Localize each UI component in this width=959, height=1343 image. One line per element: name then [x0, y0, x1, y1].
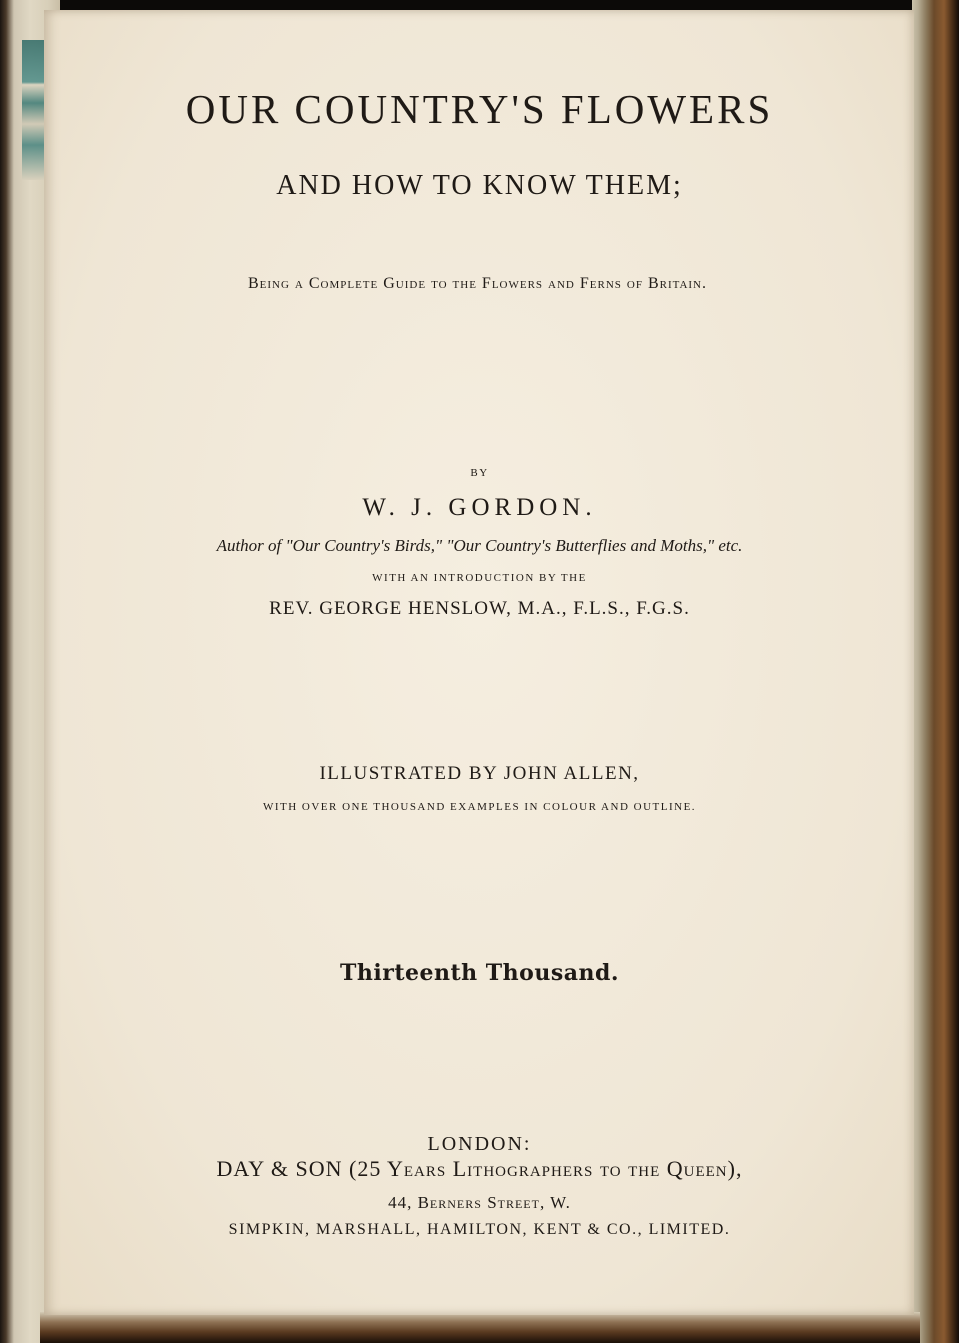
introduction-label: WITH AN INTRODUCTION BY THE	[372, 572, 587, 584]
publisher-address: 44, Berners Street, W.	[388, 1193, 571, 1212]
author-credits: Author of "Our Country's Birds," "Our Country's Butterflies and Moths," etc.	[216, 536, 743, 555]
title-page	[44, 10, 914, 1315]
co-publisher: SIMPKIN, MARSHALL, HAMILTON, KENT & CO., LIMITED.	[228, 1221, 731, 1238]
illustrator-line: ILLUSTRATED BY JOHN ALLEN,	[319, 763, 640, 784]
publisher-name: DAY & SON (25 Years Lithographers to the Queen),	[216, 1156, 743, 1181]
book-description: Being a Complete Guide to the Flowers and Ferns of Britain.	[247, 275, 708, 292]
author-name: W. J. GORDON.	[362, 494, 597, 521]
by-label: BY	[470, 467, 489, 479]
illustration-note: WITH OVER ONE THOUSAND EXAMPLES IN COLOUR AND OUTLINE.	[262, 801, 697, 813]
edition-note: Thirteenth Thousand.	[340, 960, 619, 986]
book-title: OUR COUNTRY'S FLOWERS	[185, 86, 774, 132]
introduction-author: REV. GEORGE HENSLOW, M.A., F.L.S., F.G.S.	[269, 598, 690, 619]
book-subtitle: AND HOW TO KNOW THEM;	[276, 170, 683, 201]
publisher-city: LONDON:	[427, 1133, 532, 1155]
book-cover-bottom-edge	[40, 1312, 920, 1343]
